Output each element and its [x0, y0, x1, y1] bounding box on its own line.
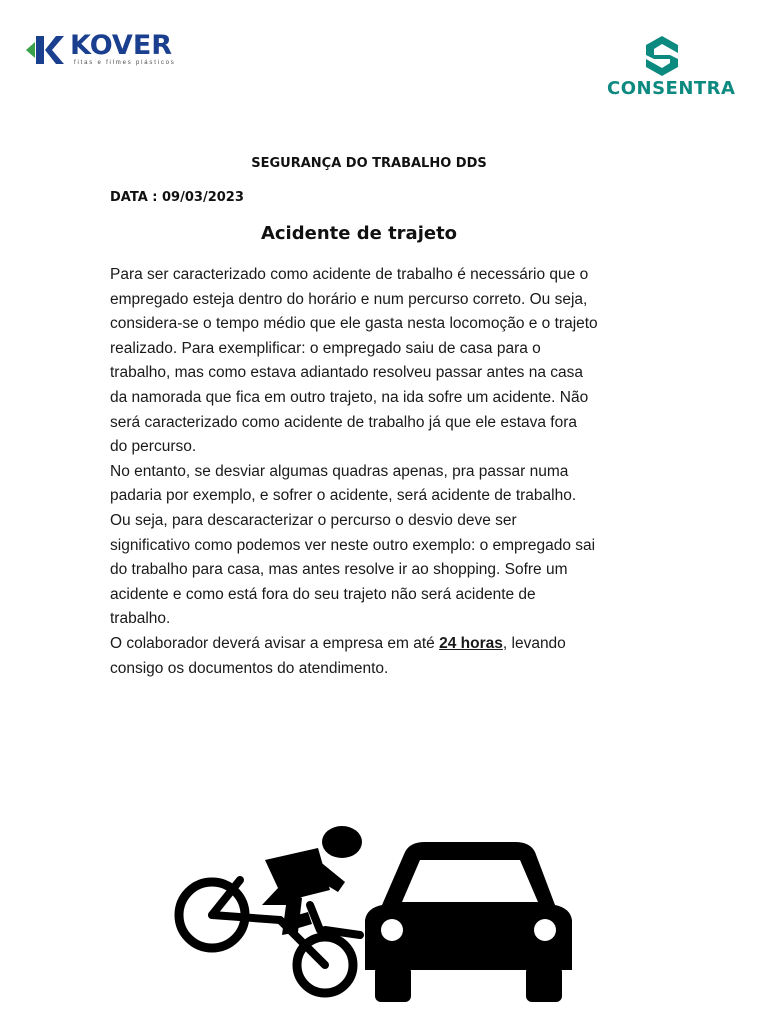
body-line: acidente e como está fora do seu trajeto não será acidente de	[110, 585, 536, 603]
document-body	[110, 263, 670, 681]
body-line-closing: consigo os documentos do atendimento.	[110, 659, 389, 677]
body-line: No entanto, se desviar algumas quadras apenas, pra passar numa	[110, 462, 569, 480]
consentra-name-part1: CON	[607, 78, 653, 99]
car-figure	[365, 842, 572, 1002]
kover-k-icon	[26, 34, 64, 66]
notice-text-before: O colaborador deverá avisar a empresa em até	[110, 634, 440, 652]
body-line-notice	[110, 632, 670, 657]
kover-tagline: fitas e filmes plásticos	[74, 60, 176, 66]
consentra-name-part2: SENTRA	[652, 78, 736, 99]
body-line: trabalho.	[110, 610, 171, 628]
body-line: trabalho, mas como estava adiantado resolveu passar antes na casa	[110, 364, 584, 382]
kover-brand-name: KOVER	[70, 30, 173, 61]
body-line: do trabalho para casa, mas antes resolve ir ao shopping. Sofre um	[110, 561, 568, 579]
consentra-s-icon	[644, 36, 680, 76]
consentra-brand-name	[607, 79, 735, 99]
body-line: empregado esteja dentro do horário e num percurso correto. Ou seja,	[110, 290, 588, 308]
document-date: DATA : 09/03/2023	[110, 190, 244, 205]
deadline-emphasis: 24 horas	[439, 634, 503, 652]
body-line: realizado. Para exemplificar: o empregado saiu de casa para o	[110, 339, 541, 357]
consentra-logo	[600, 36, 736, 102]
kover-logo	[26, 30, 196, 74]
document-title: Acidente de trajeto	[260, 223, 458, 244]
body-line: será caracterizado como acidente de trabalho já que ele estava fora	[110, 413, 578, 431]
document-heading: SEGURANÇA DO TRABALHO DDS	[251, 156, 487, 171]
body-line: significativo como podemos ver neste outro exemplo: o empregado sai	[110, 536, 596, 554]
body-line: considera-se o tempo médio que ele gasta nesta locomoção e o trajeto	[110, 315, 598, 333]
body-line: Para ser caracterizado como acidente de trabalho é necessário que o	[110, 266, 589, 283]
bicycle-car-accident-icon	[170, 820, 590, 1010]
body-line: Ou seja, para descaracterizar o percurso o desvio deve ser	[110, 511, 517, 529]
body-line: padaria por exemplo, e sofrer o acidente, será acidente de trabalho.	[110, 487, 577, 505]
body-line: do percurso.	[110, 438, 197, 456]
notice-text-after: , levando	[502, 634, 566, 652]
body-line: da namorada que fica em outro trajeto, na ida sofre um acidente. Não	[110, 388, 589, 406]
